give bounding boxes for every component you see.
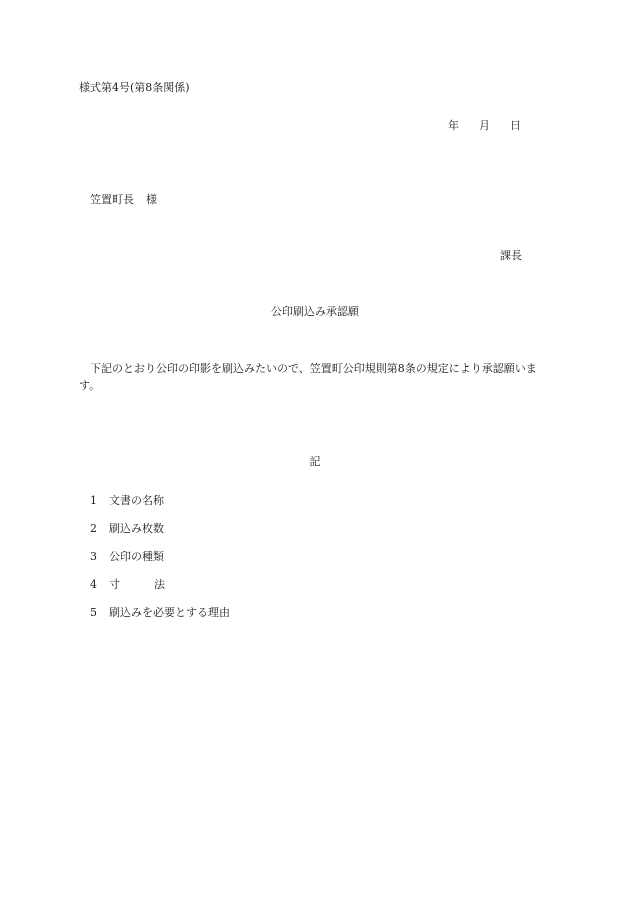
date-line bbox=[448, 119, 521, 133]
ki-heading: 記 bbox=[309, 455, 321, 468]
item-number: 3 bbox=[90, 550, 97, 563]
item-list bbox=[90, 494, 230, 634]
item-label-part: 寸 bbox=[109, 578, 120, 591]
item-label-part: 法 bbox=[154, 578, 165, 591]
addressee-name: 笠置町長 bbox=[90, 193, 134, 206]
form-number: 様式第4号(第8条関係) bbox=[79, 81, 190, 94]
item-label: 刷込み枚数 bbox=[109, 522, 164, 535]
list-item bbox=[90, 550, 230, 578]
addressee-honorific: 様 bbox=[146, 193, 157, 206]
item-label bbox=[109, 578, 165, 592]
list-item bbox=[90, 494, 230, 522]
list-item bbox=[90, 522, 230, 550]
list-item bbox=[90, 606, 230, 634]
item-number: 2 bbox=[90, 522, 97, 535]
body-text: 下記のとおり公印の印影を刷込みたいので、笠置町公印規則第8条の規定により承認願います。 bbox=[79, 362, 537, 392]
addressee bbox=[90, 193, 157, 207]
list-item bbox=[90, 578, 230, 606]
date-month-label: 月 bbox=[479, 119, 490, 132]
item-label: 文書の名称 bbox=[109, 494, 164, 507]
sender: 課長 bbox=[500, 249, 522, 262]
date-day-label: 日 bbox=[510, 119, 521, 132]
item-number: 1 bbox=[90, 494, 97, 507]
item-label: 刷込みを必要とする理由 bbox=[109, 606, 230, 619]
document-title: 公印刷込み承認願 bbox=[271, 305, 359, 318]
item-number: 4 bbox=[90, 578, 97, 591]
item-label: 公印の種類 bbox=[109, 550, 164, 563]
date-year-label: 年 bbox=[448, 119, 459, 132]
item-number: 5 bbox=[90, 606, 97, 619]
